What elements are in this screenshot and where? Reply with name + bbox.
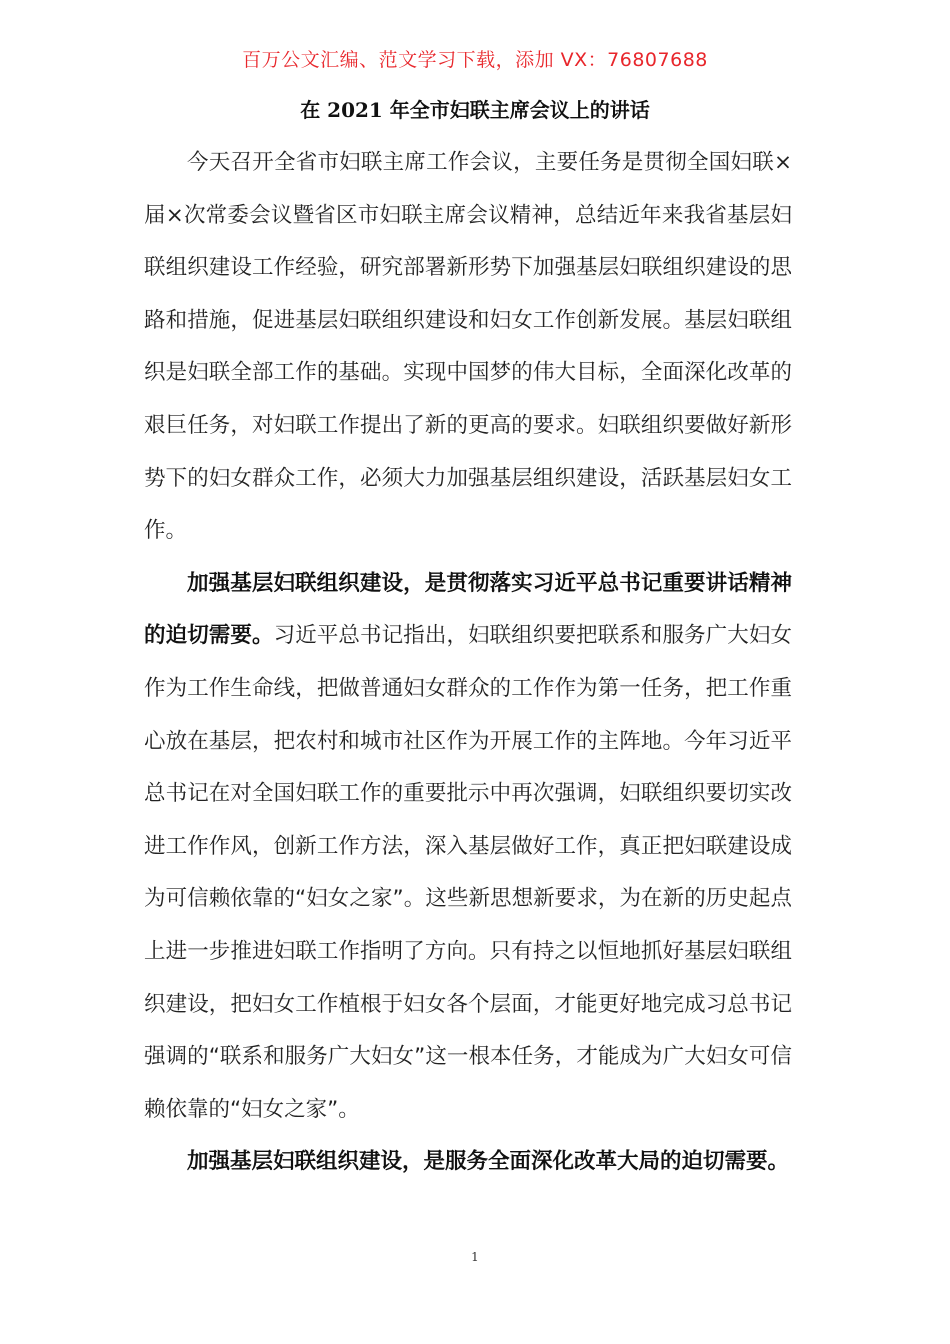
download-notice: 百万公文汇编、范文学习下载，添加 VX：76807688 bbox=[242, 49, 708, 71]
document-title: 在 2021 年全市妇联主席会议上的讲话 bbox=[300, 98, 650, 122]
document-body bbox=[144, 137, 792, 1189]
paragraph-section-1 bbox=[144, 558, 792, 1137]
paragraph-heading: 加强基层妇联组织建设，是服务全面深化改革大局的迫切需要。 bbox=[187, 1149, 790, 1175]
paragraph-section-2 bbox=[144, 1136, 792, 1189]
paragraph-text: 今天召开全省市妇联主席工作会议，主要任务是贯彻全国妇联×届×次常委会议暨省区市妇联主席会议精神，总结近年来我省基层妇联组织建设工作经验，研究部署新形势下加强基层妇联组织建设的思路和措施，促进基层妇联组织建设和妇女工作创新发展。基层妇联组织是妇联全部工作的基础。实现中国梦的伟大目标，全面深化改革的艰巨任务，对妇联工作提出了新的更高的要求。妇联组织要做好新形势下的妇女群众工作，必须大力加强基层组织建设，活跃基层妇女工作。 bbox=[144, 150, 792, 544]
paragraph-intro bbox=[144, 137, 792, 558]
paragraph-text: 习近平总书记指出，妇联组织要把联系和服务广大妇女作为工作生命线，把做普通妇女群众的工作作为第一任务，把工作重心放在基层，把农村和城市社区作为开展工作的主阵地。今年习近平总书记在对全国妇联工作的重要批示中再次强调，妇联组织要切实改进工作作风，创新工作方法，深入基层做好工作，真正把妇联建设成为可信赖依靠的“妇女之家”。这些新思想新要求，为在新的历史起点上进一步推进妇联工作指明了方向。只有持之以恒地抓好基层妇联组织建设，把妇女工作植根于妇女各个层面，才能更好地完成习总书记强调的“联系和服务广大妇女”这一根本任务，才能成为广大妇女可信赖依靠的“妇女之家”。 bbox=[144, 623, 792, 1122]
page-number: 1 bbox=[471, 1250, 479, 1264]
paragraph-heading: 加强基层妇联组织建设，是贯彻落实习近平总书记重要讲话精神的迫切需要。 bbox=[144, 570, 792, 649]
